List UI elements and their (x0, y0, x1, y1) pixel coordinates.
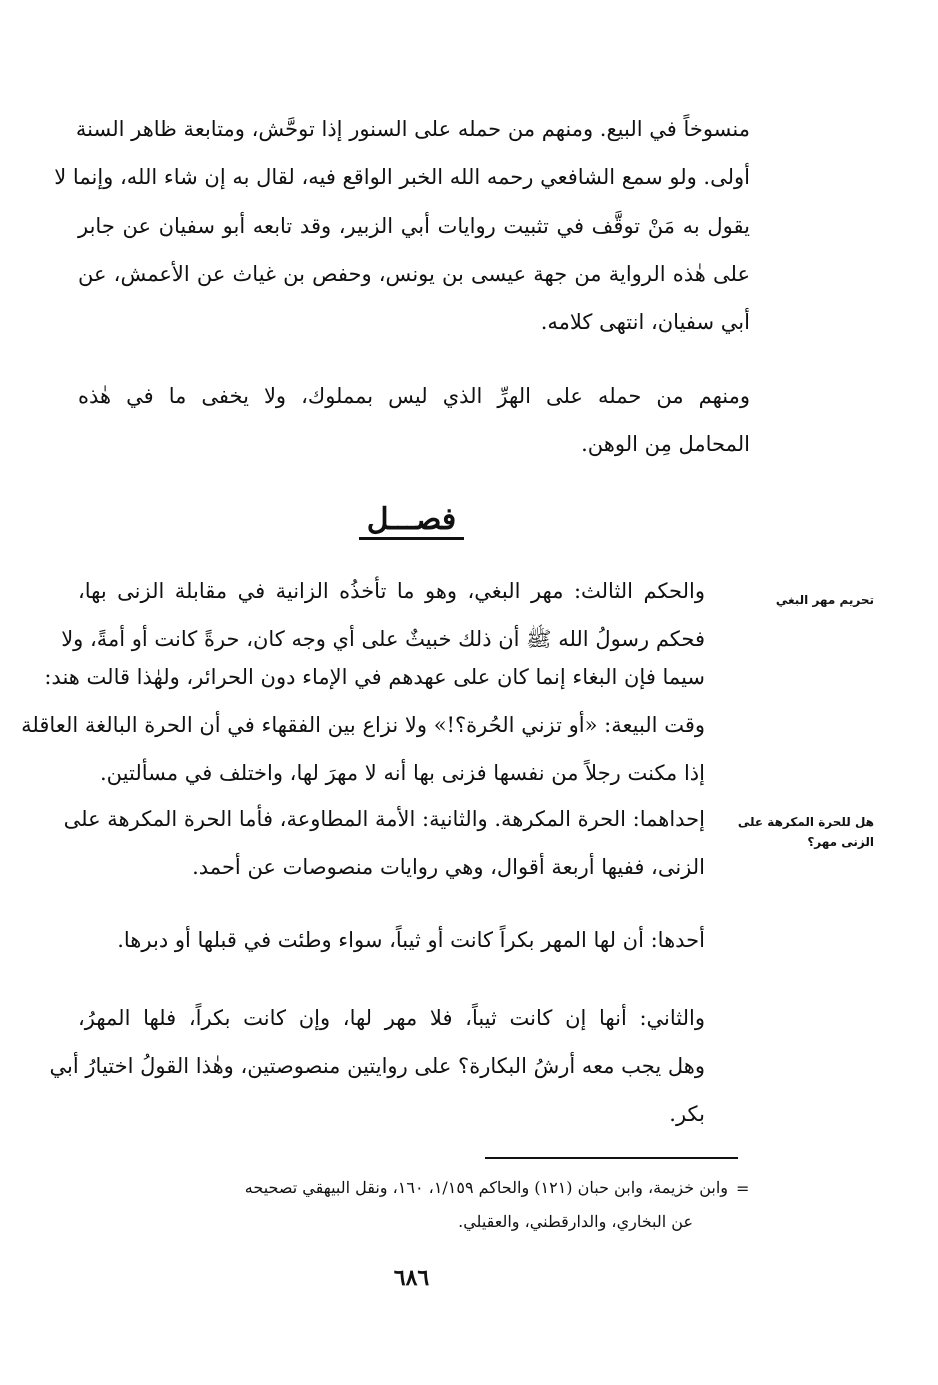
section-heading-text: فصـــل (359, 502, 464, 540)
body-line: يقول به مَنْ توقَّف في تثبيت روايات أبي الزبير، وقد تابعه أبو سفيان عن جابر (78, 214, 750, 238)
footnote-divider (485, 1157, 738, 1159)
body-line: وهل يجب معه أرشُ البكارة؟ على روايتين منصوصتين، وهٰذا القولُ اختيارُ أبي (49, 1054, 705, 1078)
footnote-line: عن البخاري، والدارقطني، والعقيلي. (458, 1212, 693, 1231)
body-line: إذا مكنت رجلاً من نفسها فزنى بها أنه لا مهرَ لها، واختلف في مسألتين. (100, 761, 705, 785)
body-line: الزنى، ففيها أربعة أقوال، وهي روايات منصوصات عن أحمد. (192, 855, 705, 879)
section-heading (0, 498, 823, 542)
body-line: منسوخاً في البيع. ومنهم من حمله على السنور إذا توحَّش، ومتابعة ظاهر السنة (75, 117, 750, 141)
margin-note-forced-woman: هل للحرة المكرهة على (737, 815, 874, 829)
margin-note-mahr-baghi: تحريم مهر البغي (775, 593, 874, 607)
body-line: أبي سفيان، انتهى كلامه. (540, 310, 750, 334)
page-number: ٦٨٦ (393, 1265, 430, 1291)
margin-note-forced-woman-2: الزنى مهر؟ (807, 835, 874, 849)
body-line: أولى. ولو سمع الشافعي رحمه الله الخبر الواقع فيه، لقال به إن شاء الله، وإنما لا (54, 165, 750, 189)
body-line: سيما فإن البغاء إنما كان على عهدهم في الإماء دون الحرائر، ولهٰذا قالت هند: (44, 665, 705, 689)
body-line: والثاني: أنها إن كانت ثيباً، فلا مهر لها، وإن كانت بكراً، فلها المهرُ، (78, 1006, 705, 1030)
body-line: المحامل مِن الوهن. (581, 432, 750, 456)
body-line: بكر. (669, 1102, 705, 1126)
body-line: وقت البيعة: «أو تزني الحُرة؟!» ولا نزاع بين الفقهاء في أن الحرة البالغة العاقلة (21, 713, 705, 737)
body-line: أحدها: أن لها المهر بكراً كانت أو ثيباً، سواء وطئت في قبلها أو دبرها. (117, 928, 705, 952)
body-line: إحداهما: الحرة المكرهة. والثانية: الأمة المطاوعة، فأما الحرة المكرهة على (63, 807, 705, 831)
body-line: على هٰذه الرواية من جهة عيسى بن يونس، وحفص بن غياث عن الأعمش، عن (78, 262, 750, 286)
body-line: والحكم الثالث: مهر البغي، وهو ما تأخذُه الزانية في مقابلة الزنى بها، (78, 579, 705, 603)
body-line: ومنهم من حمله على الهرِّ الذي ليس بمملوك، ولا يخفى ما في هٰذه (78, 384, 750, 408)
body-line: فحكم رسولُ الله ﷺ أن ذلك خبيثٌ على أي وجه كان، حرةً كانت أو أمةً، ولا (61, 627, 705, 651)
footnote-line: وابن خزيمة، وابن حبان (١٢١) والحاكم ١/١٥٩، ١٦٠، ونقل البيهقي تصحيحه (244, 1178, 728, 1197)
footnote-continuation-mark: = (736, 1179, 750, 1198)
